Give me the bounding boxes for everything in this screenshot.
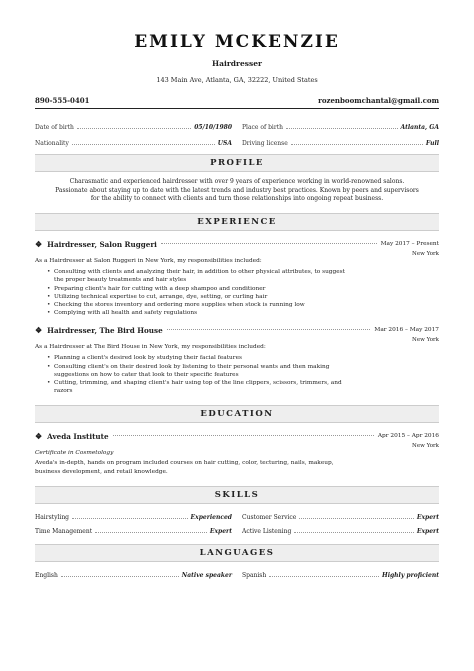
entry-header <box>35 431 439 441</box>
skill-name: Time Management <box>35 528 93 536</box>
skills-list <box>35 507 439 535</box>
dotted-leader <box>286 128 398 129</box>
skill-name: Active Listening <box>242 528 292 536</box>
list-item: • Consulting client's on their desired look by listening to their personal wants and then making suggestions on how to cater that look to their specific features <box>47 363 347 379</box>
skill-level: Experienced <box>190 514 232 522</box>
entry-location: New York <box>412 337 439 344</box>
info-date-of-birth <box>35 115 232 131</box>
personal-info-left <box>35 115 232 147</box>
language-name: English <box>35 572 58 580</box>
experience-entry <box>35 239 439 317</box>
entry-title: Aveda Institute <box>47 431 109 441</box>
info-value: Full <box>425 140 439 147</box>
dotted-leader <box>167 329 371 330</box>
dotted-leader <box>72 518 188 519</box>
language-item <box>242 565 439 579</box>
education-entry <box>35 431 439 476</box>
languages-list <box>35 565 439 579</box>
skill-name: Hairstyling <box>35 514 70 522</box>
dotted-leader <box>299 518 414 519</box>
list-item: • Utilizing technical expertise to cut, arrange, dye, setting, or curling hair <box>47 293 347 301</box>
responsibility-list <box>35 354 439 395</box>
responsibility-list <box>35 268 439 317</box>
info-place-of-birth <box>242 115 439 131</box>
section-header-languages: LANGUAGES <box>35 544 439 562</box>
skill-item <box>35 507 232 521</box>
entry-intro: As a Hairdresser at The Bird House in New York, my responsibilities included: <box>35 344 266 351</box>
diamond-bullet-icon: ❖ <box>35 239 43 250</box>
phone-number: 890-555-0401 <box>35 96 90 105</box>
list-item: • Cutting, trimming, and shaping client's hair using top of the line clippers, scissors, trimmers, and razors <box>47 379 347 395</box>
section-header-skills: SKILLS <box>35 486 439 504</box>
dotted-leader <box>291 144 423 145</box>
skill-level: Expert <box>416 514 439 522</box>
list-item: • Planning a client's desired look by studying their facial features <box>47 354 347 362</box>
personal-info <box>35 115 439 147</box>
entry-dates: Mar 2016 – May 2017 <box>374 327 439 334</box>
dotted-leader <box>113 435 374 436</box>
language-level: Native speaker <box>181 572 232 580</box>
entry-location: New York <box>412 443 439 450</box>
skills-row <box>35 507 439 521</box>
dotted-leader <box>95 532 207 533</box>
entry-header <box>35 325 439 335</box>
candidate-name: EMILY MCKENZIE <box>134 32 340 52</box>
email-address: rozenboomchantal@gmail.com <box>318 96 439 105</box>
diamond-bullet-icon: ❖ <box>35 325 43 336</box>
skill-item <box>242 521 439 535</box>
dotted-leader <box>77 128 191 129</box>
list-item: • Complying with all health and safety regulations <box>47 309 347 317</box>
info-value: 05/10/1980 <box>194 124 232 131</box>
info-value: USA <box>217 140 232 147</box>
info-nationality <box>35 131 232 147</box>
dotted-leader <box>161 243 377 244</box>
list-item: • Preparing client's hair for cutting with a deep shampoo and conditioner <box>47 285 347 293</box>
skill-name: Customer Service <box>242 514 297 522</box>
info-label: Date of birth <box>35 124 74 131</box>
language-level: Highly proficient <box>382 572 439 580</box>
entry-intro: As a Hairdresser at Salon Ruggeri in New York, my responsibilities included: <box>35 258 262 265</box>
entry-title: Hairdresser, The Bird House <box>47 325 163 335</box>
entry-location: New York <box>412 251 439 258</box>
info-driving-license <box>242 131 439 147</box>
address: 143 Main Ave, Atlanta, GA, 32222, United States <box>156 76 318 84</box>
entry-dates: May 2017 – Present <box>380 241 439 248</box>
skill-level: Expert <box>416 528 439 536</box>
skills-row <box>35 521 439 535</box>
language-item <box>35 565 232 579</box>
dotted-leader <box>294 532 414 533</box>
section-header-education: EDUCATION <box>35 405 439 423</box>
info-value: Atlanta, GA <box>400 124 439 131</box>
skill-item <box>242 507 439 521</box>
skill-level: Expert <box>209 528 232 536</box>
contact-row <box>35 96 439 109</box>
dotted-leader <box>72 144 215 145</box>
experience-entry <box>35 325 439 395</box>
entry-description: Aveda's in-depth, hands on program included courses on hair cutting, color, tecturing, nails, makeup, business development, and retail knowledge. <box>35 460 334 475</box>
list-item: • Consulting with clients and analyzing their hair, in addition to other physical attributes, to suggest the proper beauty treatments and hair styles <box>47 268 347 284</box>
dotted-leader <box>61 576 179 577</box>
dotted-leader <box>269 576 379 577</box>
section-header-profile: PROFILE <box>35 154 439 172</box>
entry-subtitle: Certificate in Cosmetology <box>35 450 114 457</box>
personal-info-right <box>242 115 439 147</box>
languages-row <box>35 565 439 579</box>
skill-item <box>35 521 232 535</box>
list-item: • Checking the stores inventory and ordering more supplies when stock is running low <box>47 301 347 309</box>
entry-dates: Apr 2015 – Apr 2016 <box>377 433 439 440</box>
info-label: Driving license <box>242 140 288 147</box>
job-title: Hairdresser <box>212 59 262 68</box>
info-label: Nationality <box>35 140 69 147</box>
entry-header <box>35 239 439 249</box>
diamond-bullet-icon: ❖ <box>35 431 43 442</box>
section-header-experience: EXPERIENCE <box>35 213 439 231</box>
profile-summary: Charasmatic and experienced hairdresser with over 9 years of experience working in world-renowned salons. Passionate about staying up to date with the latest trends and industry best practices. Known by peers and supervisors for the ability to connect with clients and turn those relationships into ongoing repeat business. <box>55 178 419 203</box>
language-name: Spanish <box>242 572 267 580</box>
entry-title: Hairdresser, Salon Ruggeri <box>47 239 157 249</box>
info-label: Place of birth <box>242 124 283 131</box>
